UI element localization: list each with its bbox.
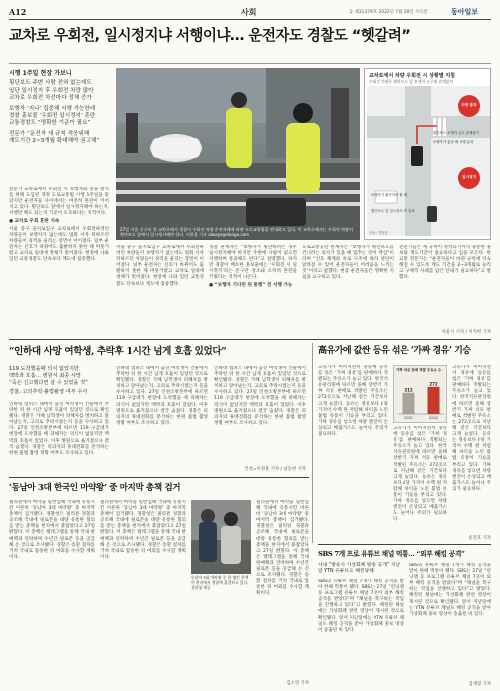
story3-body-col2	[100, 500, 186, 686]
story4-paragraph: 고유가가 이어지면서 경유에 등유를 섞은 ‘가짜 경유’를 판매하다 적발되는 주유소가 늘고 있다. 한국석유관리원에 따르면 올해 상반기 가짜 석유 판매로 적발된 주유소는 272곳으로 지난해 같은 기간보다 크게 늘었다. 등유는 경유보다 ℓ당 가격이 수백 원 저렴해 차익을 노린 불법 유통이 기승을 부리고 있다. 가짜 경유를 넣으면 차량 엔진이 손상되고 배출가스도 늘어나 주의가 필요하다.	[393, 426, 447, 523]
story2-byline: 인천=이정훈 기자 / 남동현 기자	[244, 467, 306, 472]
headline-rule	[9, 63, 491, 64]
lead-photo-caption: 27일 서울 중구의 한 교차로에서 경찰이 우회전 차량 운전자에게 바뀐 도로교통법을 안내하고 있다. 이 교차로에서는 우회전 차량이 횡단보도 앞에서 일시정지해야 한다. 이한결 기자 always@donga.com	[120, 227, 353, 237]
diagram-label: 횡단보도 앞 일시정지 후 통과	[371, 209, 415, 213]
lead-subhead: 횡단보도 주변 사람 전혀 없는데도	[9, 80, 92, 87]
story2-headline: “인하대 사망 여학생, 추락후 1시간 넘게 호흡 있었다”	[9, 346, 227, 357]
diagram-label-pass: 차량 통과	[461, 103, 477, 107]
chart-plot	[396, 378, 446, 422]
lead-photo-scene	[116, 68, 360, 240]
story2-subhead: “죽은 신고했다면 살 수 있었을 것”	[9, 380, 88, 386]
lead-body-col3	[209, 245, 297, 335]
lead-subheads	[9, 70, 109, 146]
page-number: A12	[9, 7, 27, 17]
lead-paragraph: 서울 중구 을지로입구 교차로에서 우회전하려던 차량들이 보행자가 없는데도 멈춰 서자 뒤따르던 차량들이 경적을 울리는 장면이 이어졌다. 일부 운전자는 신호가 바뀌어도 출발하지 못한 채 머뭇거렸고 교차로 일대에 정체가 빚어졌다. 현장에 나와 있던 교통경찰도 단속보다 계도에 집중했다.	[9, 226, 109, 263]
story2-body-col1	[9, 402, 109, 472]
story3-body-col3	[256, 500, 309, 678]
paper-name: 동아일보	[451, 7, 479, 16]
story2-body-col2	[116, 366, 208, 472]
story4-body-col3	[452, 365, 491, 533]
story4-body-col2	[393, 426, 447, 541]
chart-bar	[428, 387, 440, 414]
story2-paragraph: 인하대 캠퍼스 내에서 숨진 여학생이 건물에서 추락한 뒤 한 시간 넘게 호흡이 있었던 것으로 확인됐다. 경찰은 가해 남학생이 피해자를 방치하고 달아났는지, 고의로 추락시켰는지 등을 수사하고 있다. 27일 인천소방본부에 따르면 119 구급대가 현장에 도착했을 때 피해자는 의식이 없었지만 맥박과 호흡이 있었다. 이후 병원으로 옮겨졌으나 결국 숨졌다. 경찰은 피의자의 휴대전화를 분석하는 한편 불법 촬영 정황 여부도 조사하고 있다.	[116, 366, 208, 426]
story2-paragraph: 인하대 캠퍼스 내에서 숨진 여학생이 건물에서 추락한 뒤 한 시간 넘게 호흡이 있었던 것으로 확인됐다. 경찰은 가해 남학생이 피해자를 방치하고 달아났는지, 고의로 추락시켰는지 등을 수사하고 있다. 27일 인천소방본부에 따르면 119 구급대가 현장에 도착했을 때 피해자는 의식이 없었지만 맥박과 호흡이 있었다. 이후 병원으로 옮겨졌으나 결국 숨졌다. 경찰은 피의자의 휴대전화를 분석하는 한편 불법 촬영 정황 여부도 조사하고 있다.	[9, 402, 109, 456]
fake-fuel-chart	[393, 365, 447, 423]
story2-subheads	[9, 366, 109, 396]
story4-byline: 송진호 기자	[468, 536, 491, 541]
story5-paragraph: SBS의 유튜브 채널 7개가 해킹 공격을 받아 한때 먹통이 됐다. SBS는 27일 “런닝맨 등 프로그램 유튜브 채널 7곳이 외부 해킹 공격을 받았다”며 “채널을 복구하는 작업을 진행하고 있다”고 밝혔다. 해킹된 채널에는 가상화폐 관련 영상이 게시된 것으로 확인됐다. 앞서 지난달에는 YTN 유튜브 채널도 해킹 공격을 받아 가상화폐 홍보 영상이 송출된 바 있다.	[318, 579, 404, 633]
lead-body-heading: ● 교차로 우회 혼란 지속	[9, 218, 60, 224]
diagram-subtitle: 우회전 차량은 횡단보도 앞 보행자 유무와 관계없이	[369, 79, 454, 84]
diagram-illustration	[367, 86, 490, 236]
lead-subhead: 교통경찰도 “명확한 기준이 필요”	[9, 120, 91, 127]
lead-paragraph: 전문가들은 새 규칙이 정착되기까지 충분한 홍보와 계도기간이 필요하다고 입을 모은다. 한 교통 전문가는 “운전자들이 바뀐 규칙에 익숙해질 수 있도록 계도 기간을 2~3개월로 늘리고 구체적 사례를 담은 안내가 필요하다”고 말했다.	[399, 245, 491, 281]
masthead-rule	[9, 19, 491, 20]
story5-paragraph: SBS의 유튜브 채널 7개가 해킹 공격을 받아 한때 먹통이 됐다. SBS는 27일 “런닝맨 등 프로그램 유튜브 채널 7곳이 외부 해킹 공격을 받았다”며 “채널을 복구하는 작업을 진행하고 있다”고 밝혔다. 해킹된 채널에는 가상화폐 관련 영상이 게시된 것으로 확인됐다. 앞서 지난달에는 YTN 유튜브 채널도 해킹 공격을 받아 가상화폐 홍보 영상이 송출된 바 있다.	[409, 563, 491, 617]
diagram-label: 횡단보도 보행자 유무 관계없이	[433, 131, 479, 135]
diagram-label-stop: 일시정지	[462, 175, 476, 179]
story3-paragraph: 필리핀에서 마약을 밀반입해 국내에 유통시킨 이른바 ‘동남아 3대 마약왕’ 중 마지막 총책이 검거됐다. 경찰청은 필리핀 경찰과 공조해 국내에 필로폰을 대량 유통한 혐의를 받는 총책을 현지에서 붙잡았다고 27일 밝혔다. 이 총책은 텔레그램을 통해 국내 판매책과 연락하며 수년간 필로폰 등을 공급해 온 것으로 조사됐다. 경찰은 송환 절차를 거쳐 국내로 압송한 뒤 여죄를 수사할 계획이다.	[100, 500, 186, 560]
chart-category-label: 2021	[403, 416, 414, 420]
section-rule	[9, 339, 491, 340]
chart-bar	[403, 393, 415, 414]
story3-byline: 김소영 기자	[286, 681, 309, 686]
lead-subhead: 경찰 홍보물 ‘우회전 일시정지’ 혼란	[9, 113, 96, 120]
story4-body-col1	[318, 365, 388, 541]
diagram-label: 보행자가 없을 때 서행 통과	[433, 140, 474, 144]
story3-photo-caption: 동남아 3대 마약왕 중 한 명인 총책이 현지에서 경찰에 붙잡히고 있다. 경찰청 제공	[191, 575, 249, 590]
lead-paragraph: 전문가 교차로에서 우회전 시 보행자와 충돌 방지를 위해 도입된 개정 도로교통법 시행 1주일을 맞았지만 운전자들 사이에서는 여전히 혼란이 이어지고 있다. 횡단보도 앞에서 일시정지해야 하는지, 서행만 해도 되는지 기준이 모호하다는 지적이다.	[9, 187, 109, 217]
masthead	[9, 6, 491, 20]
lead-body-col1	[9, 187, 109, 337]
story3-photo	[191, 500, 251, 574]
lead-body-col4	[302, 245, 394, 335]
story5-body-col1	[318, 579, 404, 686]
story2-subhead: 119 도착했을때 의식 없었지만	[9, 366, 79, 372]
chart-value-label: 212	[404, 387, 413, 393]
story3-photo-scene	[191, 500, 251, 574]
story2-body-col3	[214, 366, 306, 464]
lead-paragraph: 서울 중구 을지로입구 교차로에서 우회전하려던 차량들이 보행자가 없는데도 멈춰 서자 뒤따르던 차량들이 경적을 울리는 장면이 이어졌다. 일부 운전자는 신호가 바뀌어도 출발하지 못한 채 머뭇거렸고 교차로 일대에 정체가 빚어졌다. 현장에 나와 있던 교통경찰도 단속보다 계도에 집중했다.	[116, 245, 204, 287]
lead-paragraph: 경찰 관계자는 “보행자가 횡단하려는 경우 일시정지해야 하지만 주변에 사람이 없으면 서행하며 통과해도 된다”고 설명했다. 하지만 경찰이 배포한 홍보물에는 ‘우회전 시 일시정지’라는 문구만 강조돼 오히려 혼란을 키웠다는 지적이 나온다.	[209, 245, 297, 281]
section-name: 사회	[241, 8, 257, 17]
column-divider	[312, 343, 313, 543]
lead-subhead: 시행 1주일 현장 가보니	[9, 70, 72, 77]
story3-paragraph: 필리핀에서 마약을 밀반입해 국내에 유통시킨 이른바 ‘동남아 3대 마약왕’ 중 마지막 총책이 검거됐다. 경찰청은 필리핀 경찰과 공조해 국내에 필로폰을 대량 유통한 혐의를 받는 총책을 현지에서 붙잡았다고 27일 밝혔다. 이 총책은 텔레그램을 통해 국내 판매책과 연락하며 수년간 필로폰 등을 공급해 온 것으로 조사됐다. 경찰은 송환 절차를 거쳐 국내로 압송한 뒤 여죄를 수사할 계획이다.	[9, 500, 95, 560]
diagram-source: 자료: 경찰청	[369, 231, 388, 235]
story3-body-col1	[9, 500, 95, 686]
story3-headline: ‘동남아 3대 한국인 마약왕’ 중 마지막 총책 검거	[9, 483, 181, 493]
lead-body-heading: ● “보행자 기다린 뒤 통행” 전 서행 가능	[209, 283, 293, 289]
story4-paragraph: 고유가가 이어지면서 경유에 등유를 섞은 ‘가짜 경유’를 판매하다 적발되는 주유소가 늘고 있다. 한국석유관리원에 따르면 올해 상반기 가짜 석유 판매로 적발된 주유소는 272곳으로 지난해 같은 기간보다 크게 늘었다. 등유는 경유보다 ℓ당 가격이 수백 원 저렴해 차익을 노린 불법 유통이 기승을 부리고 있다. 가짜 경유를 넣으면 차량 엔진이 손상되고 배출가스도 늘어나 주의가 필요하다.	[318, 365, 388, 438]
lead-photo	[116, 68, 360, 240]
story2-paragraph: 인하대 캠퍼스 내에서 숨진 여학생이 건물에서 추락한 뒤 한 시간 넘게 호흡이 있었던 것으로 확인됐다. 경찰은 가해 남학생이 피해자를 방치하고 달아났는지, 고의로 추락시켰는지 등을 수사하고 있다. 27일 인천소방본부에 따르면 119 구급대가 현장에 도착했을 때 피해자는 의식이 없었지만 맥박과 호흡이 있었다. 이후 병원으로 옮겨졌으나 결국 숨졌다. 경찰은 피의자의 휴대전화를 분석하는 한편 불법 촬영 정황 여부도 조사하고 있다.	[214, 366, 306, 426]
chart-category-label: 2022	[428, 416, 439, 420]
chart-value-label: 272	[429, 381, 438, 387]
section-rule	[9, 477, 309, 478]
lead-body-col5	[399, 245, 491, 329]
rule-diagram	[364, 68, 491, 240]
lead-subhead: 계도기간 2~3개월 확대해야 권고해”	[9, 138, 100, 145]
story4-headline: 高유가에 값싼 등유 섞은 ‘가짜 경유’ 기승	[318, 346, 471, 356]
story2-subhead: 경찰, 고의추락·불법촬영 여부 수사	[9, 389, 88, 395]
story5-byline: 김재형 기자	[468, 682, 491, 687]
lead-paragraph: 도로교통공단 관계자는 “보행자가 횡단보도를 건너려는 의사가 있을 때 멈추는 것이 핵심”이라며 “신호 체계와 차로 구조에 따라 판단이 달라질 수 있어 운전자들이 어려움을 느끼는 것”이라고 말했다. 현장 운전자들은 명확한 지침을 요구하고 있다.	[302, 245, 394, 281]
story2-subhead: 맥박과 호흡… 병원서 최종 사망	[9, 373, 81, 379]
lead-subhead: 일단 일시정지 후 우회전 차량 많아	[9, 87, 94, 94]
section-rule	[318, 544, 491, 545]
lead-byline: 서울시 기자 / 이지현 기자	[441, 330, 491, 335]
story5-headline: SBS 7개 프로 유튜브 채널 먹통… “외부 해킹 공격”	[318, 550, 465, 558]
lead-subhead: 교차로 우회전 차선마다 정체 증가	[9, 95, 92, 102]
story5-subhead: 사내 “방송사 가상화폐 방송 공개” 지난달 YTN 유튜브도 해킹당해	[318, 563, 401, 575]
lead-headline: 교차로 우회전, 일시정지냐 서행이냐… 운전자도 경찰도 “헷갈려”	[9, 27, 411, 44]
story3-paragraph: 필리핀에서 마약을 밀반입해 국내에 유통시킨 이른바 ‘동남아 3대 마약왕’ 중 마지막 총책이 검거됐다. 경찰청은 필리핀 경찰과 공조해 국내에 필로폰을 대량 유통한 혐의를 받는 총책을 현지에서 붙잡았다고 27일 밝혔다. 이 총책은 텔레그램을 통해 국내 판매책과 연락하며 수년간 필로폰 등을 공급해 온 것으로 조사됐다. 경찰은 송환 절차를 거쳐 국내로 압송한 뒤 여죄를 수사할 계획이다.	[256, 500, 309, 597]
diagram-title: 교차로에서 차량 우회전 시 상황별 지침	[369, 73, 455, 79]
diagram-label: 보행자가 횡단하려 할 때	[371, 193, 407, 197]
lead-body-col2	[116, 245, 204, 335]
chart-title: 가짜 석유 판매 적발 주유소 수	[396, 368, 442, 372]
story4-paragraph: 고유가가 이어지면서 경유에 등유를 섞은 ‘가짜 경유’를 판매하다 적발되는 주유소가 늘고 있다. 한국석유관리원에 따르면 올해 상반기 가짜 석유 판매로 적발된 주유소는 272곳으로 지난해 같은 기간보다 크게 늘었다. 등유는 경유보다 ℓ당 가격이 수백 원 저렴해 차익을 노린 불법 유통이 기승을 부리고 있다. 가짜 경유를 넣으면 차량 엔진이 손상되고 배출가스도 늘어나 주의가 필요하다.	[452, 365, 491, 492]
lead-subhead: 보행자 ‘지나’ 집중해 서행 가능한데	[9, 105, 96, 112]
issue-info: 동 제31379호 2022년 7월 28일 수요일	[349, 10, 428, 15]
lead-subhead: 전문가 “운전자 새 규칙 적응위해	[9, 130, 90, 137]
story5-body-col2	[409, 563, 491, 680]
